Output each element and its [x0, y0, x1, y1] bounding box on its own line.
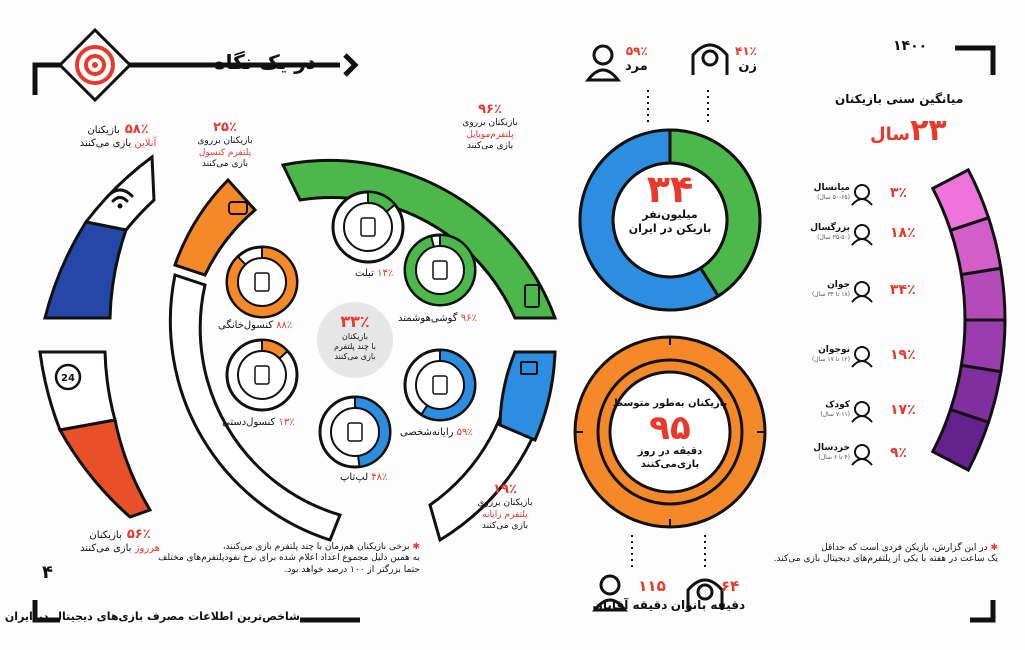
female-label: ۴۱٪ زن [735, 44, 757, 74]
daily-arc-fill [60, 420, 150, 517]
age-group-label-2: جوان (۱۸ تا ۳۴ سال) [811, 280, 850, 299]
device-label-laptop: ۴۸٪ لپ‌تاپ [340, 472, 388, 483]
mobile-arc-label: ۹۶٪ بازیکنان برروی پلتفرم‌موبایل بازی می‌کنند [462, 102, 518, 151]
device-label-tablet: ۱۴٪ تبلت [355, 268, 394, 279]
age-person-icon-3 [855, 347, 869, 361]
online-label: ۵۸٪ بازیکنان آنلاین بازی می‌کنند [79, 122, 157, 150]
age-person-icon-1 [855, 225, 869, 239]
players-label: ۳۴ میلیون‌نفر بازیکن در ایران [628, 167, 712, 235]
age-segment-5 [933, 410, 989, 470]
women-minutes: ۶۴ دقیقه بانوان [670, 577, 746, 612]
daily-label: ۵۶٪ بازیکنان هرروز بازی می‌کنند [80, 527, 160, 555]
age-person-icon-0 [855, 185, 869, 199]
age-person-icon-2 [855, 282, 869, 296]
playtime-label: بازیکنان به‌طور متوسط ۹۵ دقیقه در روز بازی‌می‌کنند [612, 398, 728, 470]
donut-home-console [227, 247, 297, 317]
men-minutes: ۱۱۵ دقیقه آقایان [592, 577, 668, 612]
donut-tablet [333, 192, 403, 262]
age-group-pct-0: ۳٪ [890, 185, 908, 201]
center-label: ۳۳٪ بازیکنان با چند پلتفرم بازی می‌کنند [333, 312, 376, 361]
age-group-pct-2: ۳۴٪ [890, 282, 916, 298]
year: ۱۴۰۰ [893, 38, 928, 54]
age-person-icon-5 [855, 445, 869, 459]
age-title: میانگین سنی بازیکنان [835, 92, 964, 106]
frame-bottom-right [970, 600, 993, 620]
page-number: ۴ [42, 562, 53, 583]
online-arc-white [86, 157, 154, 230]
donut-laptop [320, 397, 390, 467]
age-segment-2 [961, 268, 1005, 320]
donut-pc [405, 350, 475, 420]
note-right: ✱ در این گزارش، بازیکن فردی است که حداقل یک ساعت در هفته با یکی از پلتفرم‌های دیجیتال بازی می‌کند. [773, 543, 998, 565]
age-group-pct-5: ۹٪ [890, 445, 908, 461]
pc-arc [500, 352, 555, 440]
male-label: ۵۹٪ مرد [625, 44, 648, 74]
note-left: ✱ برخی بازیکنان هم‌زمان با چند پلتفرم بازی می‌کنند، به همین دلیل مجموع اعداد اعلام شده برای نرخ نفوذپلتفرم‌های مختلف حتما بزرگتر از ۱۰۰ درصد خواهد بود. [158, 542, 420, 575]
age-segment-3 [961, 320, 1005, 372]
page-title: در یک نگاه [213, 50, 316, 74]
age-group-pct-3: ۱۹٪ [890, 347, 916, 363]
age-group-label-1: بزرگسال (۳۵-۵۰ سال) [810, 223, 850, 242]
online-arc-fill [45, 222, 126, 318]
age-person-icon-4 [855, 402, 869, 416]
console-arc-label: ۲۵٪ بازیکنان برروی پلتفرم کنسول بازی می‌کنند [197, 120, 253, 169]
frame-top-right [955, 48, 993, 75]
age-segment-1 [951, 218, 1001, 275]
pc-arc-label: ۱۹٪ بازیکنان برروی پلتفرم رایانه بازی می‌کنند [477, 482, 533, 531]
age-group-label-0: میانسال (۵۰-۶۵ سال) [813, 183, 850, 202]
device-label-smartphone: ۹۶٪ گوشی‌هوشمند [398, 313, 477, 324]
age-group-label-3: نوجوان (۱۲ تا ۱۷ سال) [811, 345, 850, 364]
svg-text:24: 24 [61, 373, 75, 384]
donut-handheld-console [227, 340, 297, 410]
device-label-home-console: ۸۸٪ کنسول‌خانگی [218, 320, 293, 331]
age-group-label-4: کودک (۷-۱۱ سال) [820, 400, 850, 419]
age-group-label-5: خردسال (۴ تا ۶ سال) [813, 443, 850, 462]
age-group-pct-1: ۱۸٪ [890, 225, 916, 241]
donut-smartphone [405, 235, 475, 305]
daily-arc-white [40, 352, 115, 430]
device-label-handheld-console: ۱۳٪ کنسول‌دستی [222, 417, 295, 428]
age-group-pct-4: ۱۷٪ [890, 402, 916, 418]
footer-caption: شاخص‌ترین اطلاعات مصرف بازی‌های دیجیتال در ایران [4, 610, 300, 623]
device-label-pc: ۵۹٪ رایانه‌شخصی [400, 427, 473, 438]
age-average: ۲۳سال [870, 113, 947, 148]
